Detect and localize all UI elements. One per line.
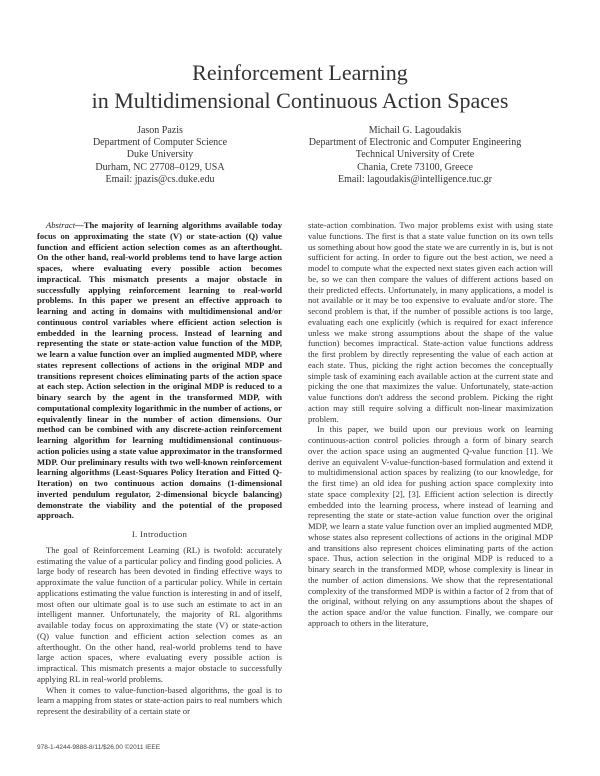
paper-title-line1: Reinforcement Learning: [192, 60, 408, 85]
author-address: Durham, NC 27708–0129, USA: [95, 161, 225, 173]
author-dept: Department of Electronic and Computer Engineering: [308, 137, 522, 149]
paragraph: state-action combination. Two major problems exist with using state value functions. The first is that a state value function on its own tells us something about how good the state we are currently in is, but is not sufficient for acting. In order to figure out the best action, we need a model to compute what the expected next states given each action will be, so we can then compare the values of different actions based on their predicted effects. Unfortunately, in many applications, a model is not available or it may be too expensive to evaluate and/or store. The second problem is that, if the number of possible actions is too large, evaluating each one explicitly (which is required for exact inference unless we make strong assumptions about the shape of the value function) becomes impractical. State-action value functions address the first problem by directly representing the value of each action at each state. Thus, picking the right action becomes the conceptually simple task of examining each available action at the current state and picking the one that maximizes the value. Unfortunately, state-action value functions don't address the second problem. Picking the right action may still require solving a difficult non-linear maximization problem.: [308, 220, 553, 424]
author-univ: Duke University: [126, 149, 194, 161]
paragraph: In this paper, we build upon our previous work on learning continuous-action control policies through a form of binary search over the action space using an augmented Q-value function [1]. We derive an equivalent V-value-function-based formulation and extend it to multidimensional action spaces by realizing (to our knowledge, for the first time) an old idea for pushing action space complexity into state space complexity [2], [3]. Efficient action selection is directly embedded into the learning process, where instead of learning and representing the state or state-action value function over the original MDP, we learn a state value function over an implied augmented MDP, whose states also represent collections of actions in the original MDP and transitions also represent choices eliminating parts of the action space. Thus, action selection in the original MDP is reduced to a binary search in the transformed MDP, whose complexity is linear in the number of action dimensions. We show that the representational complexity of the transformed MDP is within a factor of 2 from that of the original, without relying on any assumptions about the shapes of the action space and/or the value function. Finally, we compare our approach to others in the literature,: [308, 424, 553, 628]
paragraph: The goal of Reinforcement Learning (RL) is twofold: accurately estimating the value of a particular policy and finding good policies. A large body of research has been devoted in finding effective ways to approximate the value function of a particular policy. While in certain applications estimating the value function is interesting in and of itself, most often our ultimate goal is to use such an estimate to act in an intelligent manner. Unfortunately, the majority of RL algorithms available today focus on approximating the state (V) or state-action (Q) value function and efficient action selection comes as an afterthought. On the other hand, real-world problems tend to have large action spaces, where evaluating every possible action is impractical. This mismatch presents a major obstacle to successfully applying RL in real-world problems.: [37, 544, 282, 684]
author-email: Email: jpazis@cs.duke.edu: [105, 173, 215, 185]
author-dept: Department of Computer Science: [92, 137, 228, 149]
abstract: [37, 220, 282, 521]
author-univ: Technical University of Crete: [355, 149, 475, 161]
author-block-2: [290, 125, 540, 186]
abstract-label: Abstract: [46, 220, 76, 230]
author-block-1: [60, 125, 260, 186]
right-column: [308, 220, 553, 629]
left-column: [37, 220, 282, 717]
author-name: Jason Pazis: [137, 125, 183, 136]
footer-copyright: 978-1-4244-9888-8/11/$26.00 ©2011 IEEE: [37, 744, 161, 751]
author-name: Michail G. Lagoudakis: [368, 125, 462, 136]
paper-title-line2: in Multidimensional Continuous Action Spaces: [91, 88, 509, 113]
section-heading-introduction: I. Introduction: [131, 529, 188, 539]
author-email: Email: lagoudakis@intelligence.tuc.gr: [338, 173, 492, 185]
author-address: Chania, Crete 73100, Greece: [357, 161, 473, 173]
paragraph: When it comes to value-function-based algorithms, the goal is to learn a mapping from states or state-action pairs to real numbers which represent the desirability of a certain state or: [37, 684, 282, 716]
abstract-text: —The majority of learning algorithms available today focus on approximating the state (V) or state-action (Q) value function and efficient action selection comes as an afterthought. On the other hand, real-world problems tend to have large action spaces, where evaluating every possible action becomes impractical. This mismatch presents a major obstacle in successfully applying reinforcement learning to real-world problems. In this paper we present an effective approach to learning and acting in domains with multidimensional and/or continuous control variables where efficient action selection is embedded in the learning process. Instead of learning and representing the state or state-action value function of the MDP, we learn a value function over an implied augmented MDP, where states represent collections of actions in the original MDP and transitions represent choices eliminating parts of the action space at each step. Action selection in the original MDP is reduced to a binary search by the agent in the transformed MDP, with computational complexity logarithmic in the number of actions, or equivalently linear in the number of action dimensions. Our method can be combined with any discrete-action reinforcement learning algorithm for learning multidimensional continuous-action policies using a state value approximator in the transformed MDP. Our preliminary results with two well-known reinforcement learning algorithms (Least-Squares Policy Iteration and Fitted Q-Iteration) on two continuous action domains (1-dimensional inverted pendulum regulator, 2-dimensional bicycle balancing) demonstrate the viability and the potential of the proposed approach.: [37, 220, 282, 521]
